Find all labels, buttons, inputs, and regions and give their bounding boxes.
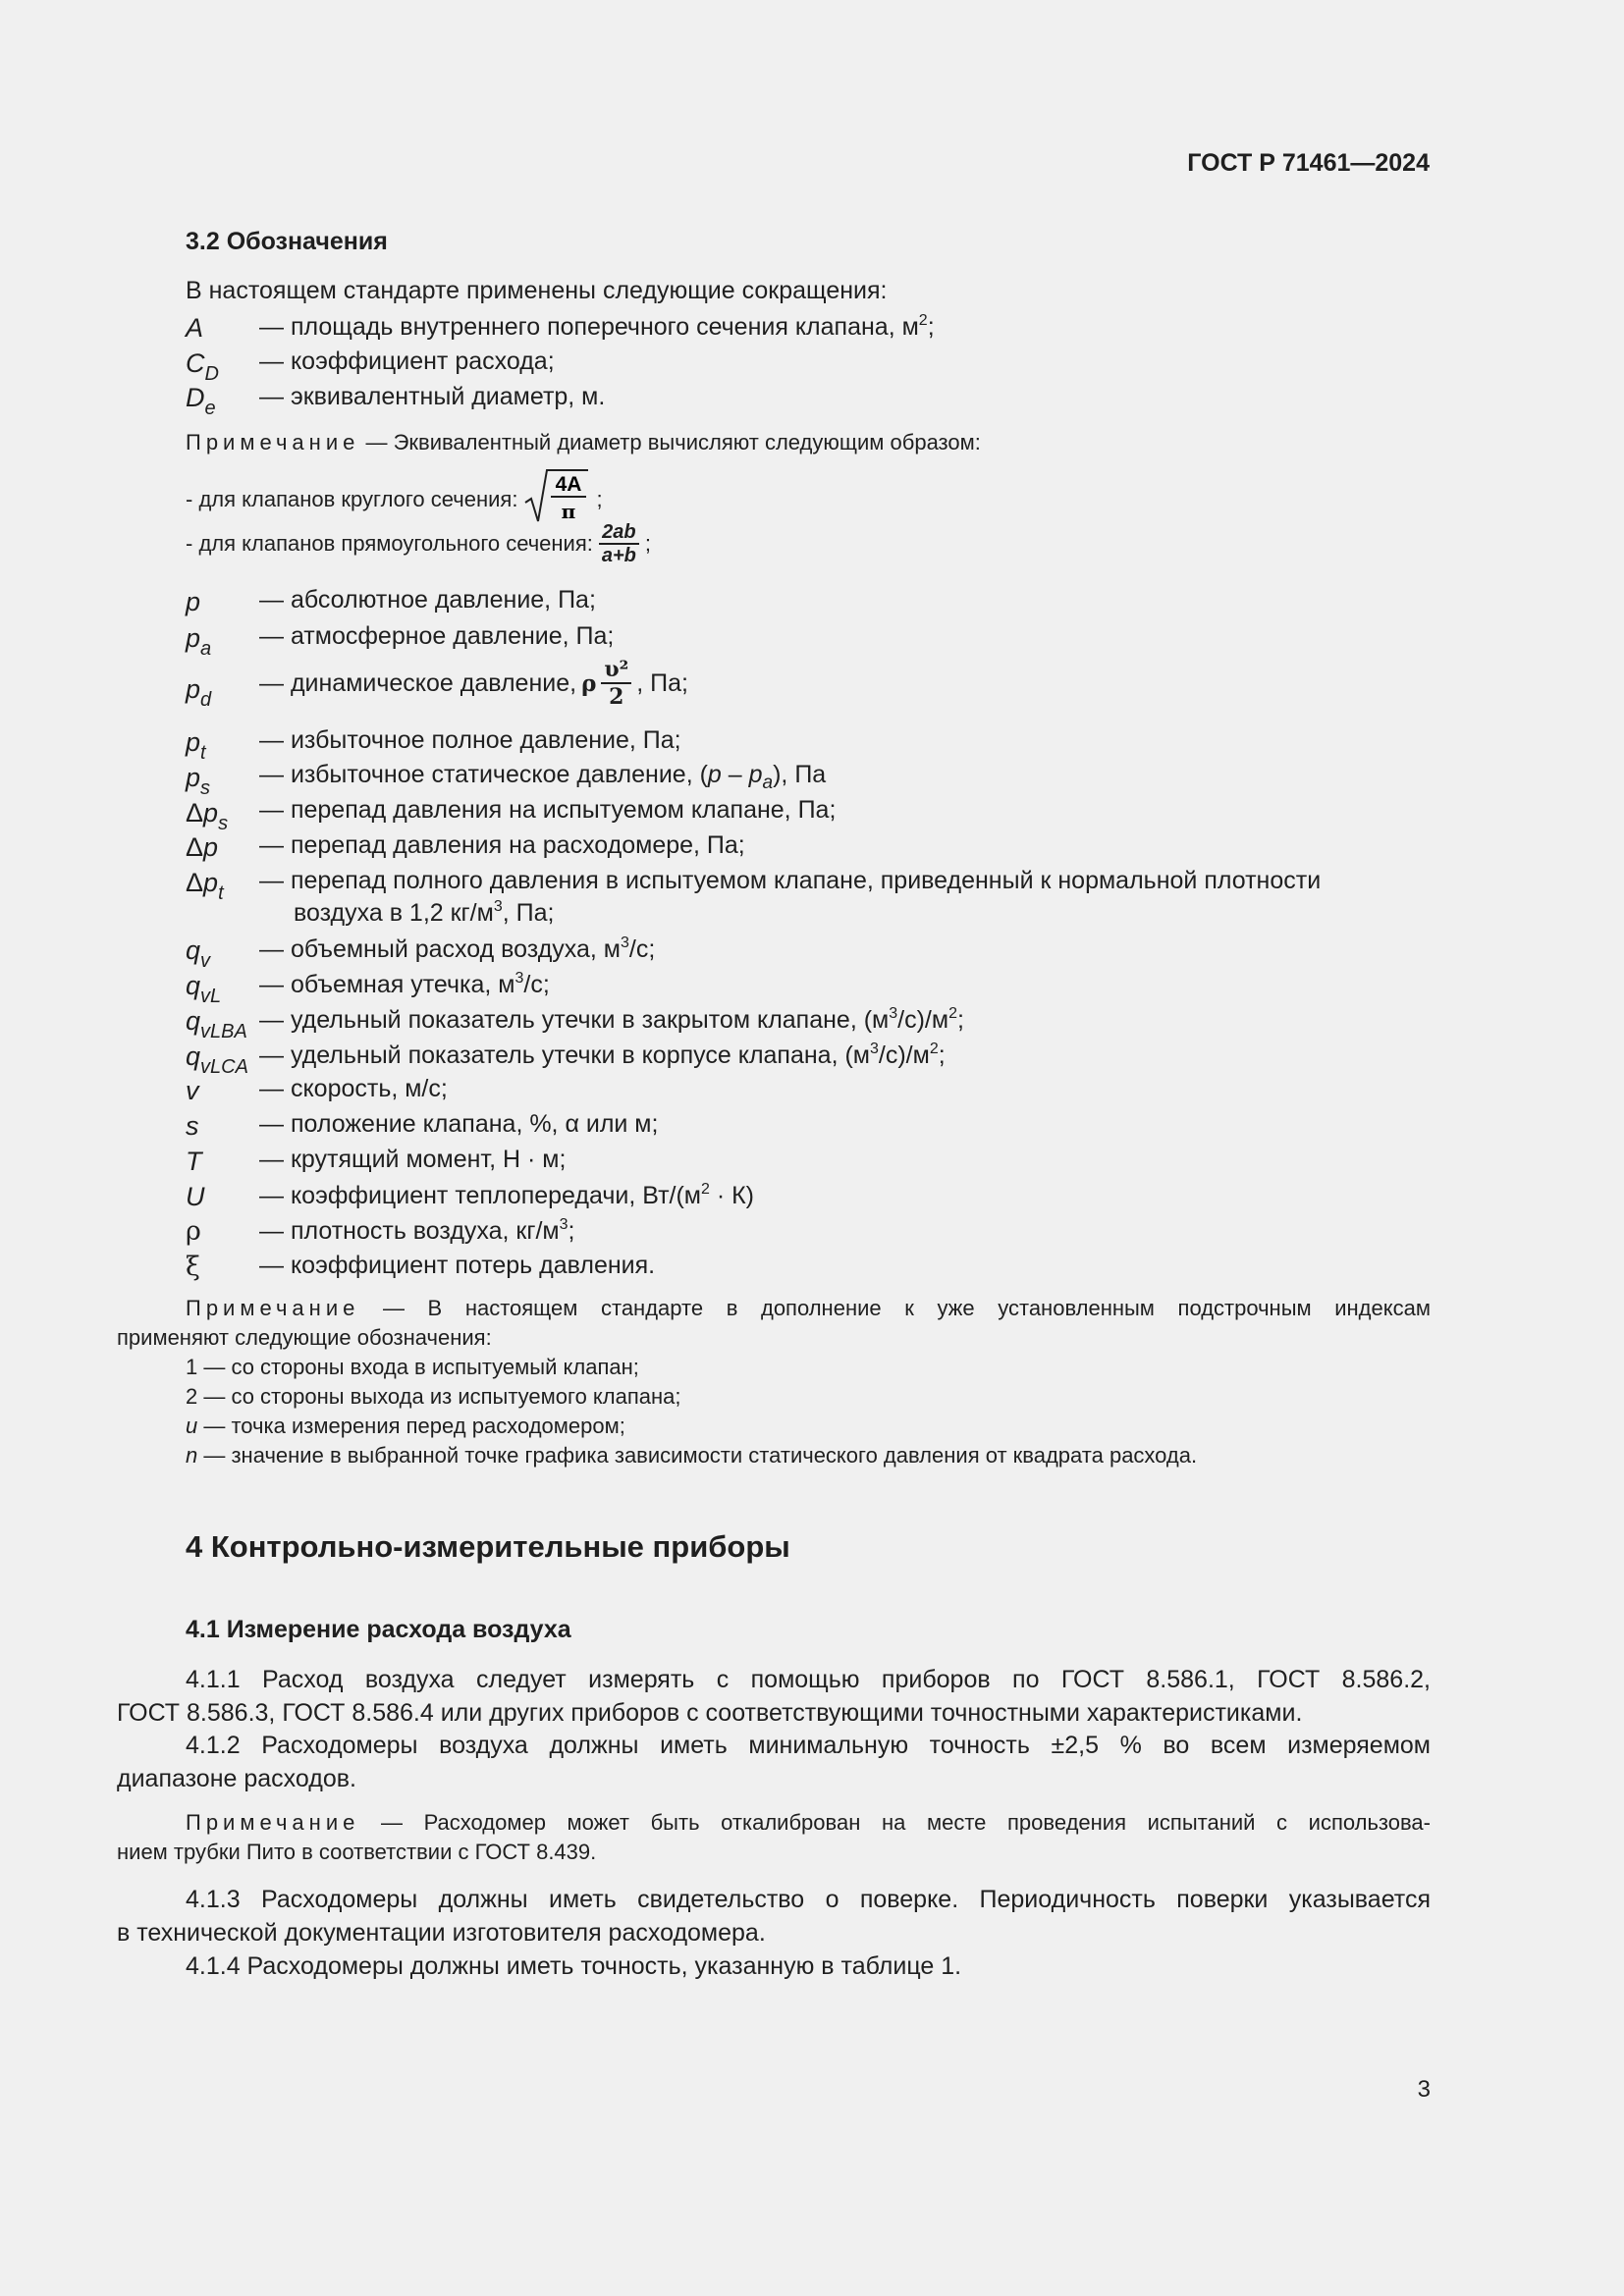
definition-qv: — объемный расход воздуха, $м^3/с$;: [259, 934, 656, 963]
symbol-qv: $q_v$: [186, 935, 211, 972]
definition-qvL: — объемная утечка, $м^3/с$;: [259, 970, 550, 998]
definition-pa: — атмосферное давление, Па;: [259, 622, 615, 650]
symbol-s: s: [186, 1111, 199, 1141]
note-index-2: 2 — со стороны выхода из испытуемого клапана;: [186, 1384, 681, 1409]
paragraph-4-1-2-line1: 4.1.2 Расходомеры воздуха должны иметь минимальную точность ±2,5 % во всем измеряемом: [186, 1732, 1431, 1759]
symbol-qvLBA: $q_{vLBA}$: [186, 1006, 247, 1042]
sqrt-symbol: [523, 467, 590, 524]
note-index-1: 1 — со стороны входа в испытуемый клапан;: [186, 1355, 639, 1379]
formula-round: - для клапанов круглого сечения: 4A π ;: [186, 467, 603, 532]
symbol-U: U: [186, 1182, 205, 1211]
sqrt-denominator: π: [562, 500, 576, 523]
definition-qvLBA: — удельный показатель утечки в закрытом клапане, $(м^3/с)/м^2$;: [259, 1005, 964, 1034]
definition-CD: — коэффициент расхода;: [259, 347, 555, 375]
paragraph-4-1-1-line2: ГОСТ 8.586.3, ГОСТ 8.586.4 или других приборов с соответствующими точностными характеристиками.: [117, 1699, 1303, 1727]
definition-A: — площадь внутреннего поперечного сечения клапана, $м^2$;: [259, 312, 935, 341]
definition-U: — коэффициент теплопередачи, $Вт/(м^2 \cdot К)$: [259, 1181, 754, 1209]
symbol-De: $D_e$: [186, 383, 216, 419]
definition-qvLCA: — удельный показатель утечки в корпусе клапана, $(м^3/с)/м^2$;: [259, 1041, 946, 1069]
symbol-A: A: [186, 313, 204, 343]
paragraph-4-1-3-line1: 4.1.3 Расходомеры должны иметь свидетельство о поверке. Периодичность поверки указывается: [186, 1886, 1431, 1913]
page-number: 3: [1417, 2076, 1431, 2103]
symbol-pa: $p_a$: [186, 623, 212, 660]
definition-delta-ps: — перепад давления на испытуемом клапане, Па;: [259, 796, 837, 824]
symbol-p: p: [186, 587, 201, 616]
definition-pt: — избыточное полное давление, Па;: [259, 726, 681, 754]
symbol-qvLCA: $q_{vLCA}$: [186, 1041, 248, 1078]
formula-rectangular: - для клапанов прямоугольного сечения: $\frac{2ab}{a+b}$ ;: [186, 521, 652, 566]
symbol-qvL: $q_{vL}$: [186, 971, 222, 1007]
note-index-u: u — точка измерения перед расходомером;: [186, 1414, 625, 1438]
section-title-4-1: 4.1 Измерение расхода воздуха: [186, 1616, 571, 1643]
symbol-rho: ρ: [186, 1216, 201, 1247]
definition-s: — положение клапана, %, α или м;: [259, 1110, 659, 1138]
definition-T: — крутящий момент, Н · м;: [259, 1146, 567, 1173]
symbol-T: T: [186, 1147, 202, 1176]
symbol-xi: ξ: [186, 1252, 200, 1282]
fraction-v2-over-2: $\frac{\text{υ²}}{2}$: [601, 657, 631, 710]
definition-p: — абсолютное давление, Па;: [259, 586, 596, 614]
symbol-delta-p: Δp: [186, 832, 219, 862]
section-title-4: 4 Контрольно-измерительные приборы: [186, 1529, 790, 1564]
note-equivalent-diameter: Примечание — Эквивалентный диаметр вычисляют следующим образом:: [186, 430, 981, 454]
symbol-pd: $p_d$: [186, 674, 212, 711]
sqrt-numerator: 4A: [556, 473, 582, 496]
paragraph-4-1-2-line2: диапазоне расходов.: [117, 1765, 356, 1792]
note-index-n: n — значение в выбранной точке графика зависимости статического давления от квадрата расхода.: [186, 1443, 1198, 1468]
definition-De: — эквивалентный диаметр, м.: [259, 383, 606, 410]
document-id: ГОСТ Р 71461—2024: [1187, 149, 1430, 177]
paragraph-4-1-4: 4.1.4 Расходомеры должны иметь точность, указанную в таблице 1.: [186, 1952, 962, 1980]
definition-rho: — плотность воздуха, $кг/м^3$;: [259, 1216, 575, 1245]
definition-v: — скорость, м/с;: [259, 1075, 448, 1102]
note-indices: Примечание — В настоящем стандарте в дополнение к уже установленным подстрочным индексам: [186, 1296, 1431, 1320]
note-pitot-line1: Примечание — Расходомер может быть откалиброван на месте проведения испытаний с использова-: [186, 1810, 1431, 1835]
symbol-delta-pt: $\Delta p_t$: [186, 868, 224, 904]
definition-pd: — динамическое давление, ρ $\frac{\text{υ²}}{2}$ , Па;: [259, 657, 688, 710]
symbol-v: v: [186, 1076, 199, 1105]
definition-xi: — коэффициент потерь давления.: [259, 1252, 656, 1279]
section-title-3-2: 3.2 Обозначения: [186, 228, 388, 255]
definition-delta-p: — перепад давления на расходомере, Па;: [259, 831, 745, 859]
symbol-CD: $C_D$: [186, 348, 219, 385]
definition-delta-pt-line1: — перепад полного давления в испытуемом клапане, приведенный к нормальной плотности: [259, 867, 1322, 894]
paragraph-4-1-3-line2: в технической документации изготовителя расходомера.: [117, 1919, 766, 1947]
symbol-ps: $p_s$: [186, 763, 211, 799]
intro-text: В настоящем стандарте применены следующие сокращения:: [186, 277, 888, 304]
paragraph-4-1-1-line1: 4.1.1 Расход воздуха следует измерять с помощью приборов по ГОСТ 8.586.1, ГОСТ 8.586.2,: [186, 1666, 1431, 1693]
fraction-2ab: $\frac{2ab}{a+b}$: [599, 521, 639, 566]
note-indices-line2: применяют следующие обозначения:: [117, 1325, 492, 1350]
symbol-delta-ps: $\Delta p_s$: [186, 798, 229, 834]
symbol-pt: $p_t$: [186, 727, 206, 764]
definition-delta-pt-line2: воздуха в 1,2 $кг/м^3$, Па;: [294, 898, 555, 927]
definition-ps: — избыточное статическое давление, $(p - p_a)$, Па: [259, 761, 827, 793]
note-pitot-line2: нием трубки Пито в соответствии с ГОСТ 8.439.: [117, 1840, 597, 1864]
